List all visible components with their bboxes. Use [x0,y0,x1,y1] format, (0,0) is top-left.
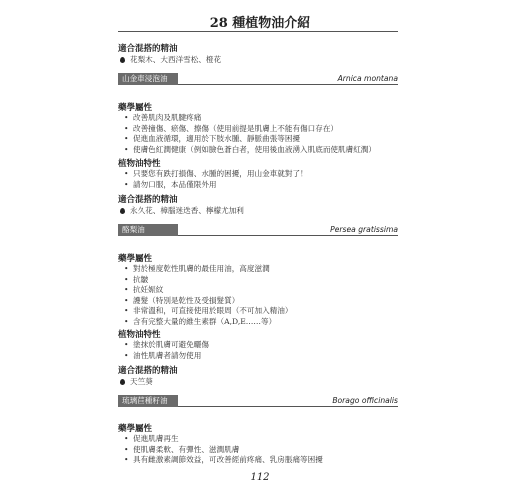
list-item: • 改善肌肉及肌腱疼痛 [125,113,376,124]
list-item: • 使肌膚柔軟、有彈性、滋潤肌膚 [125,445,323,456]
char-list [125,169,308,190]
list-item: • 抗皺 [125,275,292,286]
blend-oils-line [120,376,153,387]
blend-oils: 花梨木、大西洋雪松、橙花 [130,55,222,64]
pharm-heading: 藥學屬性 [118,424,153,434]
list-item: • 油性肌膚者請勿使用 [125,351,209,362]
oil-name: 琉璃苣種籽油 [118,395,178,407]
list-item: • 促進血液循環，適用於下肢水腫、靜脈曲張等困擾 [125,134,376,145]
oil-header-arnica [118,73,398,85]
list-item: • 對於極度乾性肌膚的最佳用油，高度滋潤 [125,264,292,275]
oil-latin-name: Persea gratissima [330,225,398,234]
blend-heading: 適合混搭的精油 [118,44,178,54]
pharm-list [125,264,292,327]
list-item: • 具有雌激素調節效益，可改善經前疼痛、乳房脹痛等困擾 [125,455,323,466]
oil-name: 山金車浸泡油 [118,73,178,85]
oil-header-avocado [118,224,398,236]
char-heading: 植物油特性 [118,330,161,340]
pharm-heading: 藥學屬性 [118,103,153,113]
blend-heading: 適合混搭的精油 [118,366,178,376]
blend-heading: 適合混搭的精油 [118,195,178,205]
blend-oils: 永久花、樟腦迷迭香、檸檬尤加利 [130,206,244,215]
oil-latin-name: Arnica montana [337,74,398,83]
page-number: 112 [250,472,270,483]
list-item: • 抗妊娠紋 [125,285,292,296]
blend-oils-line [120,54,221,65]
list-item: • 非常溫和，可直接使用於眼周（不可加入精油） [125,306,292,317]
oil-name: 酪梨油 [118,224,178,236]
oil-latin-name: Borago officinalis [332,396,398,405]
list-item: • 含有完整大量的維生素群（A,D,E……等） [125,317,292,328]
page-title: 28 種植物油介紹 [209,16,311,31]
oil-drop-icon [120,208,125,214]
oil-header-borage [118,395,398,407]
pharm-heading: 藥學屬性 [118,254,153,264]
blend-oils-line [120,205,244,216]
list-item: • 促進肌膚再生 [125,434,323,445]
blend-oils: 天竺葵 [130,377,153,386]
list-item: • 改善撞傷、瘀傷、擦傷（使用前提是肌膚上不能有傷口存在） [125,124,376,135]
pharm-list [125,434,323,466]
title-divider [118,31,398,32]
pharm-list [125,113,376,155]
oil-drop-icon [120,57,125,63]
list-item: • 使膚色紅潤健康（例如臉色蒼白者，使用後血液湧入肌底而使肌膚紅潤） [125,145,376,156]
oil-drop-icon [120,379,125,385]
char-heading: 植物油特性 [118,159,161,169]
char-list [125,340,209,361]
list-item: • 護髮（特別是乾性及受損髮質） [125,296,292,307]
list-item: • 只要您有跌打損傷、水腫的困擾，用山金車就對了！ [125,169,308,180]
list-item: • 塗抹於肌膚可避免曬傷 [125,340,209,351]
list-item: • 請勿口服，本品僅限外用 [125,180,308,191]
